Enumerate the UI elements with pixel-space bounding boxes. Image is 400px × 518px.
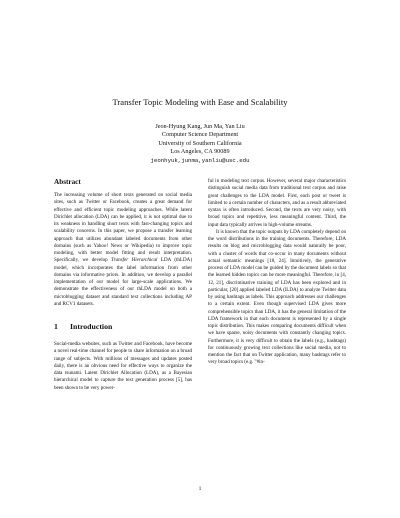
right-paragraph-2: It is known that the topic outputs by LDA completely depend on the word distributions in the training documents. Therefore, LDA results on blog and microblogging data would naturally be poor, with a cluster of words that co-occur in many documents without actual semantic meanings [18, 24]. Intuitively, the generative process of LDA model can be guided by the document labels so that the learned hidden topics can be more meaningful. Therefore, in [4, 12, 21], discriminative training of LDA has been explored and in particular, [20] applied labeled LDA (lLDA) to analyze Twitter data by using hashtags as labels. This approach addresses our challenges to a certain extent. Even though supervised LDA gives more comprehensible topics than LDA, it has the general limitation of the LDA framework in that each document is represented by a single topic distribution. This makes comparing documents difficult when we have sparse, noisy documents with constantly changing topics. Furthermore, it is very difficult to obtain the labels (e.g., hashtags) for continuously growing text collections like social media, not to mention the fact that on Twitter application, many hashtags refer to very broad topics (e.g. "#in- <box>208 228 346 366</box>
abstract-text-part-2: LDA (thLDA) model, which incorporates the label information from other domains via informative priors. In addition, we develop a parallel implementation of our model for large-scale applications. We demonstrate the effectiveness of our thLDA model on both a microblogging dataset and standard text collections including AP and RCV1 datasets. <box>54 257 193 307</box>
right-column <box>208 178 346 367</box>
introduction-text: Social-media websites, such as Twitter and Facebook, have become a novel real-time channel for people to share information on a broad range of subjects. With millions of messages and updates posted daily, there is an obvious need for effective ways to organize the data tsunami. Latent Dirichlet Allocation (LDA), as a Bayesian hierarchical model to capture the text generation process [5], has been shown to be very power- <box>54 341 192 391</box>
left-column <box>54 178 192 392</box>
abstract-text <box>54 192 192 308</box>
abstract-heading: Abstract <box>54 178 81 186</box>
section-title: Introduction <box>70 322 113 331</box>
paper-title: Transfer Topic Modeling with Ease and Scalability <box>112 97 288 107</box>
page-number: 1 <box>198 486 202 492</box>
section-number: 1 <box>54 322 58 331</box>
section-heading-introduction <box>54 322 192 331</box>
abstract-text-italic: Transfer Hierarchical <box>111 257 158 264</box>
author-emails: jeonhyuk,junma,yanliu@usc.edu <box>150 156 250 164</box>
right-paragraph-1: ful in modeling text corpus. However, several major characteristics distinguish social media data from traditional text corpus and raise great challenges to the LDA model. First, each post or tweet is limited to a certain number of characters, and as a result abbreviated syntax is often introduced. Second, the texts are very noisy, with broad topics and repetitive, less meaningful content. Third, the input data typically arrives in high-volume streams. <box>208 178 346 228</box>
abstract-text-part-1: The increasing volume of short texts generated on social media sites, such as Twitter or Facebook, creates a great demand for effective and efficient topic modeling approaches. While latent Dirichlet allocation (LDA) can be applied, it is not optimal due to its weakness in handling short texts with fast-changing topics and scalability concerns. In this paper, we propose a transfer learning approach that utilizes abundant labeled documents from other domains (such as Yahoo! News or Wikipedia) to improve topic modeling, with better model fitting and result interpretation. Specifically, we develop <box>54 192 192 264</box>
author-city: Los Angeles, CA 90089 <box>170 148 230 156</box>
author-university: University of Southern California <box>158 139 242 147</box>
author-department: Computer Science Department <box>161 131 239 139</box>
author-block <box>0 123 400 165</box>
author-names: Jeon-Hyung Kang, Jun Ma, Yan Liu <box>155 123 245 130</box>
